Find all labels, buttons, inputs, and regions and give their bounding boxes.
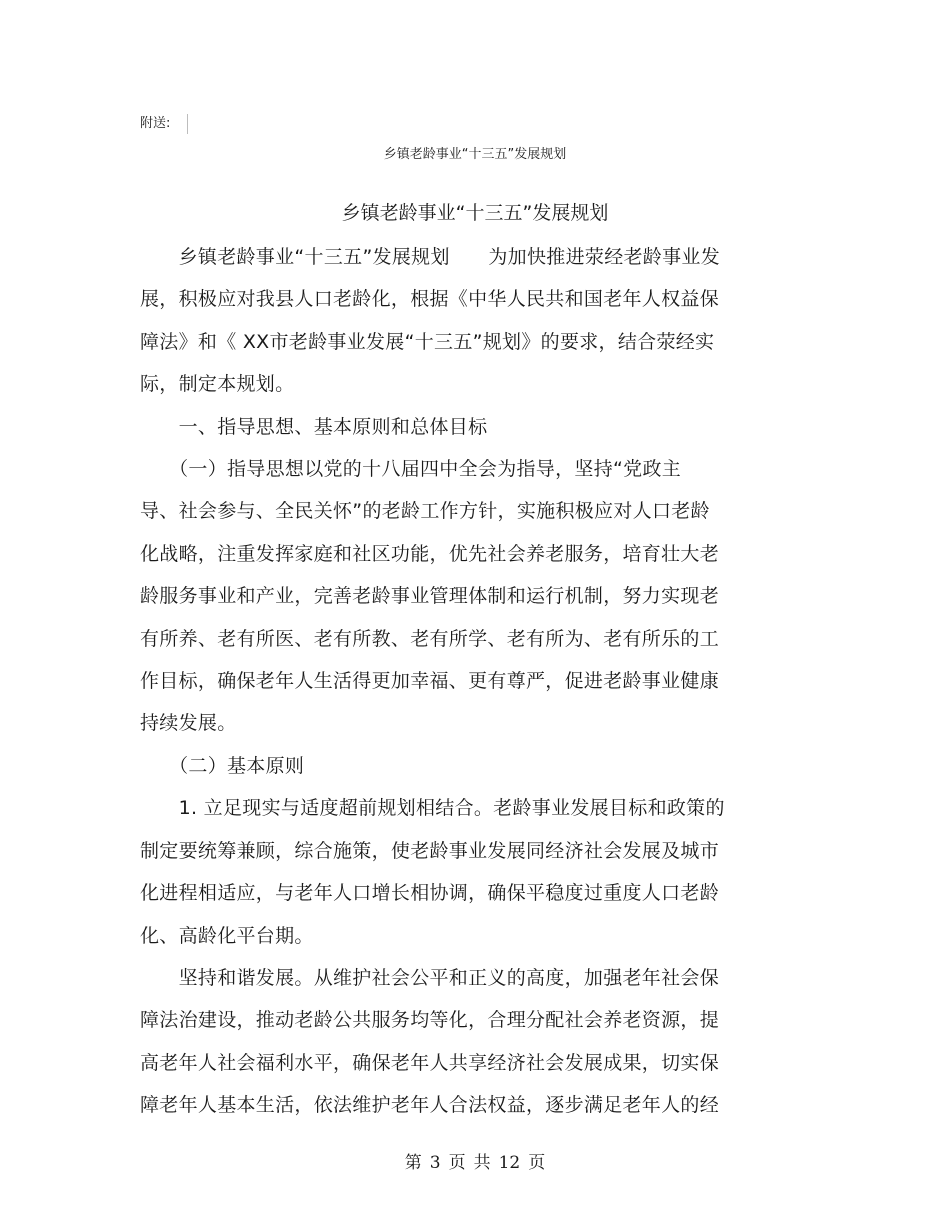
text-cursor-divider <box>187 114 188 134</box>
paragraph-line: 障法》和《 XX市老龄事业发展“十三五”规划》的要求，结合荥经实 <box>140 330 715 353</box>
footer-page-word: 第 <box>404 1153 422 1173</box>
attachment-label: 附送: <box>140 116 171 131</box>
page-footer <box>0 1150 950 1176</box>
paragraph <box>140 406 770 448</box>
paragraph <box>140 787 770 957</box>
paragraph-line: 乡镇老龄事业“十三五”发展规划 为加快推进荥经老龄事业发 <box>140 246 720 268</box>
paragraph-line: 龄服务事业和产业，完善老龄事业管理体制和运行机制，努力实现老 <box>140 585 720 608</box>
paragraph-line: 化进程相适应，与老年人口增长相协调，确保平稳度过重度人口老龄 <box>140 882 720 905</box>
footer-total-word: 共 <box>473 1153 491 1173</box>
paragraph-line: （一）指导思想以党的十八届四中全会为指导，坚持“党政主 <box>140 458 682 481</box>
paragraph-line: 作目标，确保老年人生活得更加幸福、更有尊严，促进老龄事业健康 <box>140 670 720 693</box>
header-title: 乡镇老龄事业“十三五”发展规划 <box>383 147 567 162</box>
paragraph-line: 1. 立足现实与适度超前规划相结合。老龄事业发展目标和政策的 <box>140 797 725 820</box>
paragraph-line: 坚持和谐发展。从维护社会公平和正义的高度，加强老年社会保 <box>140 966 720 989</box>
paragraph-line: 际，制定本规划。 <box>140 373 295 396</box>
footer-total-unit: 页 <box>528 1153 546 1173</box>
paragraph-line: 障老年人基本生活，依法维护老年人合法权益，逐步满足老年人的经 <box>140 1094 720 1117</box>
paragraph-line: 障法治建设，推动老龄公共服务均等化，合理分配社会养老资源，提 <box>140 1009 720 1032</box>
footer-total-pages: 12 <box>498 1153 521 1173</box>
paragraph-line: 导、社会参与、全民关怀”的老龄工作方针，实施积极应对人口老龄 <box>140 500 710 523</box>
main-title: 乡镇老龄事业“十三五”发展规划 <box>341 202 609 224</box>
paragraph <box>140 236 770 406</box>
paragraph <box>140 957 770 1127</box>
footer-current-page: 3 <box>429 1153 441 1173</box>
paragraph-line: 展，积极应对我县人口老龄化，根据《中华人民共和国老年人权益保 <box>140 288 720 311</box>
paragraph-line: 持续发展。 <box>140 712 237 735</box>
paragraph-line: 一、指导思想、基本原则和总体目标 <box>140 415 488 438</box>
footer-page-unit: 页 <box>448 1153 466 1173</box>
document-body <box>140 236 770 1127</box>
paragraph-line: 高老年人社会福利水平，确保老年人共享经济社会发展成果，切实保 <box>140 1051 720 1074</box>
paragraph <box>140 448 770 745</box>
paragraph <box>140 745 770 787</box>
paragraph-line: 制定要统筹兼顾，综合施策，使老龄事业发展同经济社会发展及城市 <box>140 839 720 862</box>
paragraph-line: 有所养、老有所医、老有所教、老有所学、老有所为、老有所乐的工 <box>140 627 720 650</box>
paragraph-line: 化战略，注重发挥家庭和社区功能，优先社会养老服务，培育壮大老 <box>140 542 720 565</box>
paragraph-line: 化、高龄化平台期。 <box>140 924 314 947</box>
paragraph-line: （二）基本原则 <box>140 754 305 777</box>
